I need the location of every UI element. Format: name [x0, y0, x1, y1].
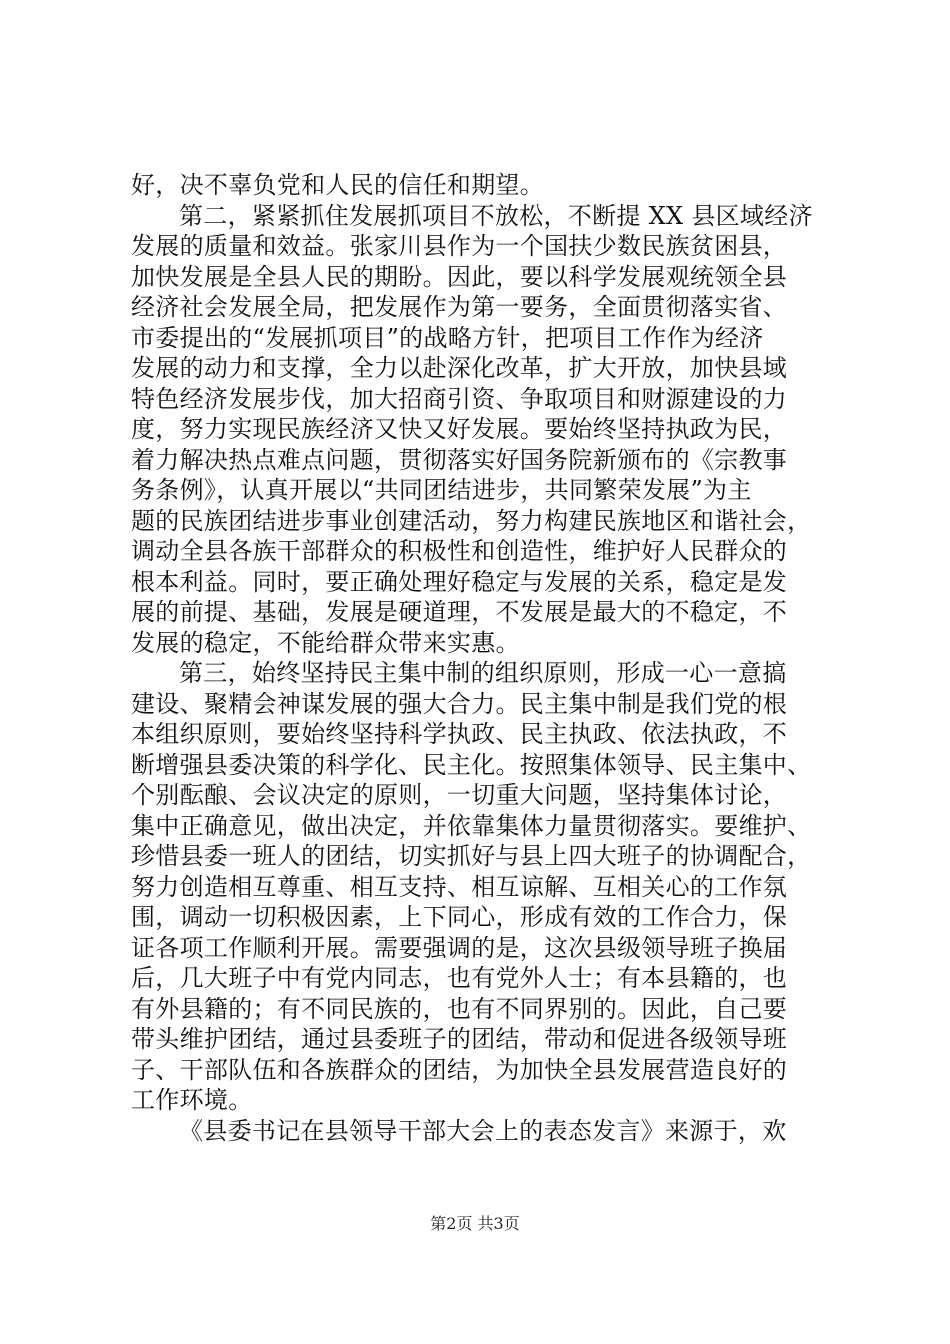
text-line: 建设、聚精会神谋发展的强大合力。民主集中制是我们党的根: [131, 689, 788, 718]
text-line: 《县委书记在县领导干部大会上的表态发言》来源于，欢: [179, 1116, 787, 1145]
page-footer: [0, 1214, 950, 1234]
text-line: 集中正确意见，做出决定，并依靠集体力量贯彻落实。要维护、: [131, 811, 812, 840]
text-line: 带头维护团结，通过县委班子的团结，带动和促进各级领导班: [131, 1025, 788, 1053]
text-line: 围，调动一切积极因素，上下同心，形成有效的工作合力，保: [131, 903, 788, 931]
text-line: 后，几大班子中有党内同志，也有党外人士；有本县籍的，也: [131, 964, 788, 992]
text-line: 个别酝酿、会议决定的原则，一切重大问题，坚持集体讨论，: [131, 781, 788, 809]
text-line: 务条例》，认真开展以“共同团结进步，共同繁荣发展”为主: [131, 476, 752, 504]
text-line: 发展的质量和效益。张家川县作为一个国扶少数民族贫困县，: [131, 232, 788, 260]
text-line: 加快发展是全县人民的期盼。因此，要以科学发展观统领全县: [131, 262, 788, 291]
text-line: 珍惜县委一班人的团结，切实抓好与县上四大班子的协调配合，: [131, 842, 812, 870]
text-line: 有外县籍的；有不同民族的，也有不同界别的。因此，自己要: [131, 994, 788, 1023]
text-line: 工作环境。: [131, 1086, 253, 1114]
page-indicator: 第2页 共3页: [430, 1214, 520, 1233]
text-line: 第二，紧紧抓住发展抓项目不放松，不断提 XX 县区域经济: [179, 201, 813, 230]
text-line: 第三，始终坚持民主集中制的组织原则，形成一心一意搞: [179, 659, 787, 687]
text-line: 证各项工作顺利开展。需要强调的是，这次县级领导班子换届: [131, 933, 788, 962]
text-line: 努力创造相互尊重、相互支持、相互谅解、互相关心的工作氛: [131, 872, 788, 901]
document-body: [131, 170, 829, 1146]
text-line: 着力解决热点难点问题，贯彻落实好国务院新颁布的《宗教事: [131, 445, 788, 474]
text-line: 经济社会发展全局，把发展作为第一要务，全面贯彻落实省、: [131, 293, 788, 321]
text-line: 根本利益。同时，要正确处理好稳定与发展的关系，稳定是发: [131, 567, 788, 596]
text-line: 题的民族团结进步事业创建活动，努力构建民族地区和谐社会，: [131, 506, 812, 535]
text-line: 特色经济发展步伐，加大招商引资、争取项目和财源建设的力: [131, 384, 788, 413]
text-line: 发展的稳定，不能给群众带来实惠。: [131, 628, 520, 657]
text-line: 调动全县各族干部群众的积极性和创造性，维护好人民群众的: [131, 537, 788, 565]
text-line: 度，努力实现民族经济又快又好发展。要始终坚持执政为民，: [131, 415, 788, 443]
text-line: 市委提出的“发展抓项目”的战略方针，把项目工作作为经济: [131, 323, 764, 352]
text-line: 本组织原则，要始终坚持科学执政、民主执政、依法执政，不: [131, 720, 788, 748]
text-line: 断增强县委决策的科学化、民主化。按照集体领导、民主集中、: [131, 750, 812, 779]
text-line: 子、干部队伍和各族群众的团结，为加快全县发展营造良好的: [131, 1055, 788, 1084]
text-line: 展的前提、基础，发展是硬道理，不发展是最大的不稳定，不: [131, 598, 788, 626]
text-line: 好，决不辜负党和人民的信任和期望。: [131, 171, 545, 199]
text-line: 发展的动力和支撑，全力以赴深化改革，扩大开放，加快县域: [131, 354, 788, 382]
